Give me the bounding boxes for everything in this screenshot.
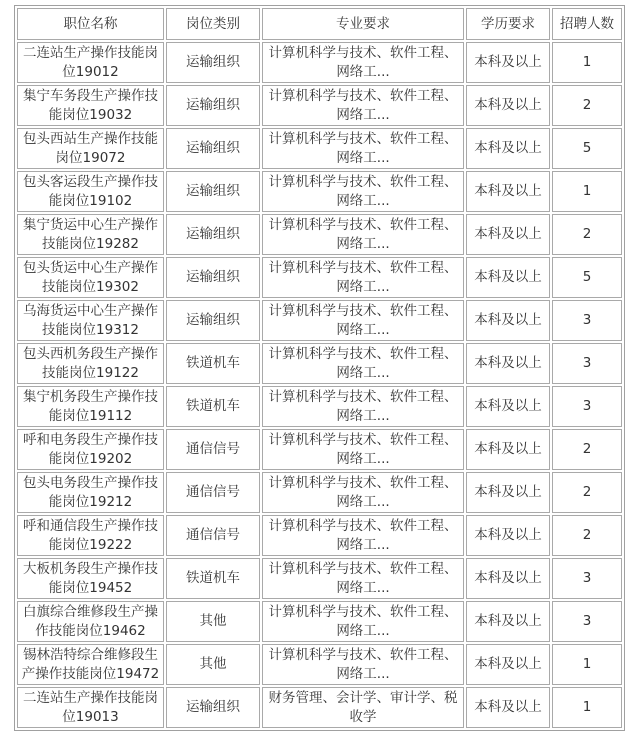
count-cell: 3 xyxy=(552,558,622,599)
category-cell: 通信信号 xyxy=(166,515,260,556)
position-name-cell: 大板机务段生产操作技能岗位19452 xyxy=(17,558,164,599)
count-cell: 2 xyxy=(552,472,622,513)
count-cell: 2 xyxy=(552,429,622,470)
count-cell: 2 xyxy=(552,85,622,126)
count-cell: 3 xyxy=(552,601,622,642)
category-cell: 通信信号 xyxy=(166,429,260,470)
position-name-cell: 包头西机务段生产操作技能岗位19122 xyxy=(17,343,164,384)
position-name-cell: 集宁机务段生产操作技能岗位19112 xyxy=(17,386,164,427)
position-name-cell: 包头客运段生产操作技能岗位19102 xyxy=(17,171,164,212)
education-cell: 本科及以上 xyxy=(466,300,550,341)
major-cell: 计算机科学与技术、软件工程、网络工... xyxy=(262,515,464,556)
position-name-cell: 集宁车务段生产操作技能岗位19032 xyxy=(17,85,164,126)
position-name-cell: 白旗综合维修段生产操作技能岗位19462 xyxy=(17,601,164,642)
major-cell: 计算机科学与技术、软件工程、网络工... xyxy=(262,601,464,642)
table-row xyxy=(17,343,622,384)
education-cell: 本科及以上 xyxy=(466,128,550,169)
category-cell: 运输组织 xyxy=(166,85,260,126)
position-name-cell: 集宁货运中心生产操作技能岗位19282 xyxy=(17,214,164,255)
table-row xyxy=(17,472,622,513)
table-row xyxy=(17,429,622,470)
header-category: 岗位类别 xyxy=(166,8,260,40)
major-cell: 计算机科学与技术、软件工程、网络工... xyxy=(262,343,464,384)
category-cell: 运输组织 xyxy=(166,300,260,341)
category-cell: 通信信号 xyxy=(166,472,260,513)
header-count: 招聘人数 xyxy=(552,8,622,40)
category-cell: 运输组织 xyxy=(166,42,260,83)
table-row xyxy=(17,42,622,83)
count-cell: 1 xyxy=(552,42,622,83)
major-cell: 计算机科学与技术、软件工程、网络工... xyxy=(262,429,464,470)
major-cell: 计算机科学与技术、软件工程、网络工... xyxy=(262,386,464,427)
major-cell: 计算机科学与技术、软件工程、网络工... xyxy=(262,300,464,341)
major-cell: 计算机科学与技术、软件工程、网络工... xyxy=(262,644,464,685)
table-row xyxy=(17,257,622,298)
position-name-cell: 包头货运中心生产操作技能岗位19302 xyxy=(17,257,164,298)
major-cell: 计算机科学与技术、软件工程、网络工... xyxy=(262,257,464,298)
category-cell: 铁道机车 xyxy=(166,558,260,599)
category-cell: 运输组织 xyxy=(166,257,260,298)
category-cell: 运输组织 xyxy=(166,687,260,728)
header-major: 专业要求 xyxy=(262,8,464,40)
position-name-cell: 呼和电务段生产操作技能岗位19202 xyxy=(17,429,164,470)
count-cell: 5 xyxy=(552,128,622,169)
table-row xyxy=(17,386,622,427)
position-name-cell: 呼和通信段生产操作技能岗位19222 xyxy=(17,515,164,556)
category-cell: 铁道机车 xyxy=(166,343,260,384)
table-row xyxy=(17,128,622,169)
major-cell: 计算机科学与技术、软件工程、网络工... xyxy=(262,128,464,169)
table-header-row xyxy=(17,8,622,40)
education-cell: 本科及以上 xyxy=(466,687,550,728)
major-cell: 计算机科学与技术、软件工程、网络工... xyxy=(262,42,464,83)
count-cell: 1 xyxy=(552,687,622,728)
category-cell: 铁道机车 xyxy=(166,386,260,427)
education-cell: 本科及以上 xyxy=(466,85,550,126)
education-cell: 本科及以上 xyxy=(466,472,550,513)
position-name-cell: 乌海货运中心生产操作技能岗位19312 xyxy=(17,300,164,341)
position-name-cell: 二连站生产操作技能岗位19013 xyxy=(17,687,164,728)
major-cell: 财务管理、会计学、审计学、税收学 xyxy=(262,687,464,728)
education-cell: 本科及以上 xyxy=(466,386,550,427)
count-cell: 2 xyxy=(552,515,622,556)
table-row xyxy=(17,515,622,556)
table-row xyxy=(17,601,622,642)
count-cell: 1 xyxy=(552,644,622,685)
table-row xyxy=(17,687,622,728)
position-name-cell: 二连站生产操作技能岗位19012 xyxy=(17,42,164,83)
table-row xyxy=(17,85,622,126)
table-row xyxy=(17,171,622,212)
table-row xyxy=(17,300,622,341)
recruitment-table xyxy=(14,5,625,731)
position-name-cell: 锡林浩特综合维修段生产操作技能岗位19472 xyxy=(17,644,164,685)
education-cell: 本科及以上 xyxy=(466,214,550,255)
count-cell: 2 xyxy=(552,214,622,255)
education-cell: 本科及以上 xyxy=(466,343,550,384)
education-cell: 本科及以上 xyxy=(466,515,550,556)
education-cell: 本科及以上 xyxy=(466,429,550,470)
category-cell: 运输组织 xyxy=(166,128,260,169)
category-cell: 其他 xyxy=(166,644,260,685)
table-row xyxy=(17,558,622,599)
count-cell: 1 xyxy=(552,171,622,212)
header-education: 学历要求 xyxy=(466,8,550,40)
count-cell: 3 xyxy=(552,343,622,384)
major-cell: 计算机科学与技术、软件工程、网络工... xyxy=(262,558,464,599)
major-cell: 计算机科学与技术、软件工程、网络工... xyxy=(262,171,464,212)
category-cell: 其他 xyxy=(166,601,260,642)
count-cell: 3 xyxy=(552,300,622,341)
category-cell: 运输组织 xyxy=(166,214,260,255)
education-cell: 本科及以上 xyxy=(466,601,550,642)
count-cell: 5 xyxy=(552,257,622,298)
header-position-name: 职位名称 xyxy=(17,8,164,40)
education-cell: 本科及以上 xyxy=(466,42,550,83)
table-row xyxy=(17,644,622,685)
table-row xyxy=(17,214,622,255)
position-name-cell: 包头西站生产操作技能岗位19072 xyxy=(17,128,164,169)
count-cell: 3 xyxy=(552,386,622,427)
position-name-cell: 包头电务段生产操作技能岗位19212 xyxy=(17,472,164,513)
major-cell: 计算机科学与技术、软件工程、网络工... xyxy=(262,85,464,126)
category-cell: 运输组织 xyxy=(166,171,260,212)
education-cell: 本科及以上 xyxy=(466,257,550,298)
major-cell: 计算机科学与技术、软件工程、网络工... xyxy=(262,214,464,255)
major-cell: 计算机科学与技术、软件工程、网络工... xyxy=(262,472,464,513)
education-cell: 本科及以上 xyxy=(466,644,550,685)
education-cell: 本科及以上 xyxy=(466,558,550,599)
education-cell: 本科及以上 xyxy=(466,171,550,212)
